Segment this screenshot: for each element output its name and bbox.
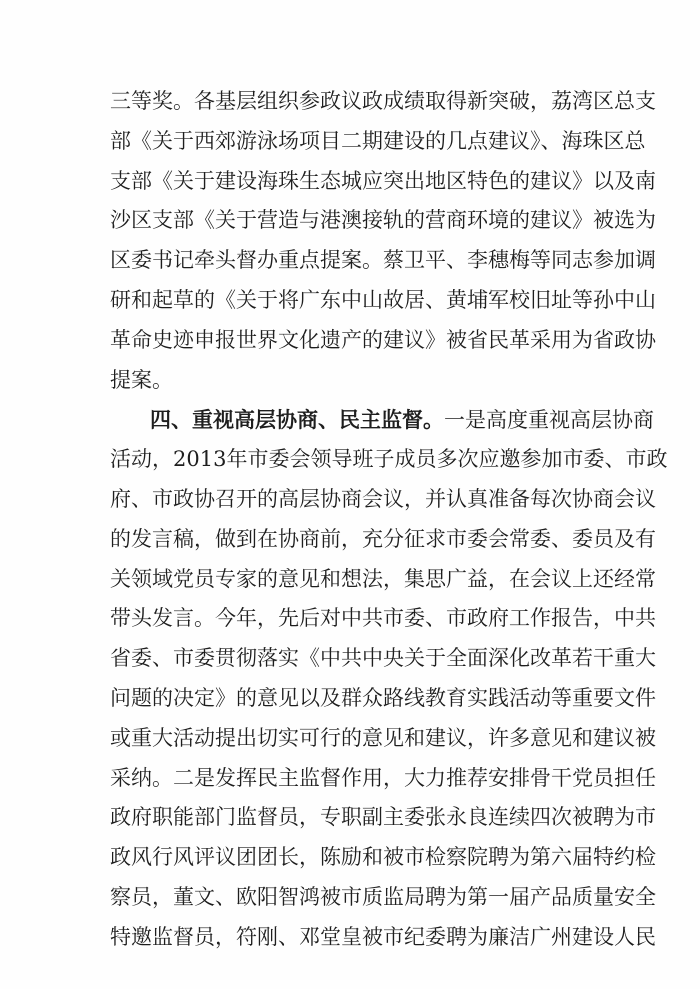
body-text — [110, 82, 668, 958]
section-heading-continuation: 一是高度重视高层协商 — [444, 408, 654, 433]
section-heading-line — [110, 400, 654, 440]
text-line: 政风行风评议团团长，陈励和被市检察院聘为第六届特约检 — [110, 845, 656, 870]
text-line: 采纳。二是发挥民主监督作用，大力推荐安排骨干党员担任 — [110, 765, 656, 790]
text-line: 革命史迹申报世界文化遗产的建议》被省民革采用为省政协 — [110, 327, 656, 352]
text-line: 活动，2013年市委会领导班子成员多次应邀参加市委、市政 — [110, 447, 668, 472]
text-line: 省委、市委贯彻落实《中共中央关于全面深化改革若干重大 — [110, 646, 656, 671]
text-line: 特邀监督员，符刚、邓堂皇被市纪委聘为廉洁广州建设人民 — [110, 924, 656, 949]
text-line: 沙区支部《关于营造与港澳接轨的营商环境的建议》被选为 — [110, 208, 656, 233]
text-line: 问题的决定》的意见以及群众路线教育实践活动等重要文件 — [110, 685, 656, 710]
text-line: 关领域党员专家的意见和想法，集思广益，在会议上还经常 — [110, 566, 656, 591]
text-line: 或重大活动提出切实可行的意见和建议，许多意见和建议被 — [110, 725, 656, 750]
section-heading: 四、重视高层协商、民主监督。 — [150, 407, 444, 433]
text-line: 研和起草的《关于将广东中山故居、黄埔军校旧址等孙中山 — [110, 287, 656, 312]
text-line: 政府职能部门监督员，专职副主委张永良连续四次被聘为市 — [110, 805, 656, 830]
text-line: 区委书记牵头督办重点提案。蔡卫平、李穗梅等同志参加调 — [110, 248, 656, 273]
text-line: 的发言稿，做到在协商前，充分征求市委会常委、委员及有 — [110, 526, 656, 551]
text-line: 三等奖。各基层组织参政议政成绩取得新突破，荔湾区总支 — [110, 89, 656, 113]
text-line: 支部《关于建设海珠生态城应突出地区特色的建议》以及南 — [110, 168, 656, 193]
text-line: 带头发言。今年，先后对中共市委、市政府工作报告，中共 — [110, 606, 656, 631]
text-line: 察员，董文、欧阳智鸿被市质监局聘为第一届产品质量安全 — [110, 884, 656, 909]
text-line: 部《关于西郊游泳场项目二期建设的几点建议》、海珠区总 — [110, 128, 646, 153]
text-line: 提案。 — [110, 367, 173, 392]
text-line: 府、市政协召开的高层协商会议，并认真准备每次协商会议 — [110, 486, 656, 511]
